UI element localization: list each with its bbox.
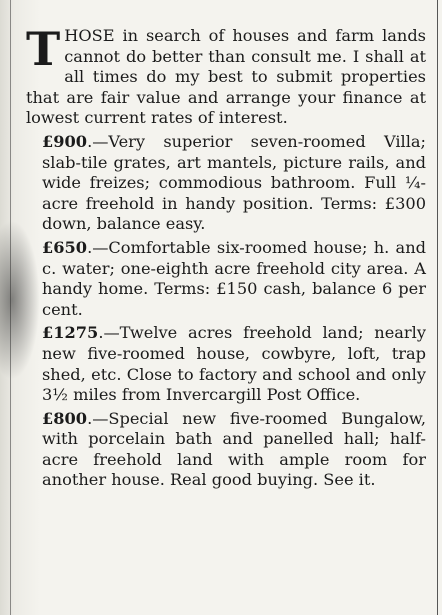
advertisement-body: [26, 22, 426, 494]
listing-text: .—Special new five-roomed Bungalow, with porcelain bath and panelled hall; half-acre freehold land with ample room for another house. Real good buying. See it.: [42, 408, 426, 490]
listing-4: [26, 409, 426, 491]
listing-price: £650: [42, 237, 88, 257]
listing-text: .—Comfortable six-roomed house; h. and c. water; one-eighth acre freehold city area. A handy home. Terms: £150 cash, balance 6 per cent.: [42, 237, 426, 319]
listing-text: .—Very superior seven-roomed Villa; slab-tile grates, art mantels, picture rails, and wide freizes; commodious bathroom. Full ¼-acre freehold in handy position. Terms: £300 down, balance easy.: [42, 131, 426, 234]
listing-price: £800: [42, 408, 88, 428]
listing-price: £900: [42, 131, 88, 151]
listing-3: [26, 323, 426, 405]
intro-lead: HOSE: [64, 26, 115, 45]
listing-price: £1275: [42, 323, 99, 343]
listing-1: [26, 132, 426, 235]
listing-text: .—Twelve acres freehold land; nearly new five-roomed house, cowbyre, loft, trap shed, etc. Close to factory and school and only 3½ miles from Invercargill Post Office.: [42, 323, 426, 405]
column-rule-right: [437, 0, 438, 615]
intro-text: in search of houses and farm lands cannot do better than consult me. I shall at all times do my best to submit properties that are fair value and arrange your finance at lowest current rates of interest.: [26, 26, 426, 128]
drop-cap: T: [26, 22, 61, 76]
listing-2: [26, 238, 426, 320]
intro-paragraph: [26, 22, 426, 129]
